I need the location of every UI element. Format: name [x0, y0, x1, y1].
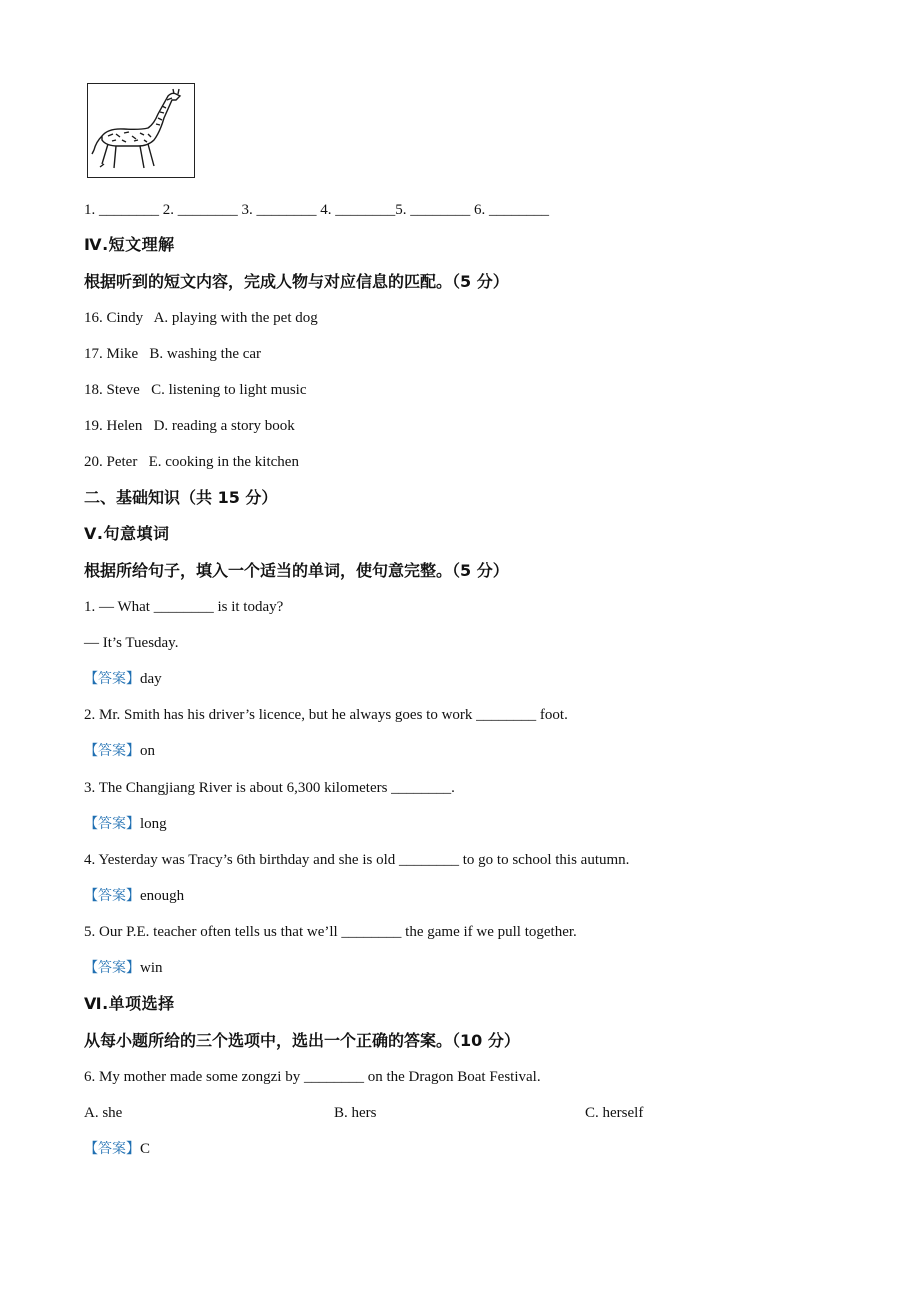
- matching-item: 17. Mike B. washing the car: [84, 346, 262, 362]
- question-6: 6. My mother made some zongzi by ________ on the Dragon Boat Festival.: [84, 1069, 541, 1085]
- section-6-title: Ⅵ.单项选择: [84, 994, 175, 1013]
- matching-item: 18. Steve C. listening to light music: [84, 382, 307, 398]
- giraffe-icon: [88, 84, 193, 176]
- matching-item: 16. Cindy A. playing with the pet dog: [84, 310, 318, 326]
- answer-1: [84, 669, 162, 689]
- section-4-instruction: 根据听到的短文内容，完成人物与对应信息的匹配。（5 分）: [84, 272, 509, 291]
- question-4: 4. Yesterday was Tracy’s 6th birthday and she is old ________ to go to school this autumn.: [84, 852, 630, 868]
- section-4-title: Ⅳ.短文理解: [84, 235, 175, 254]
- answer-tag: 【答案】: [84, 816, 140, 832]
- answer-4: [84, 886, 184, 906]
- answer-value: enough: [140, 888, 185, 904]
- answer-value: on: [140, 743, 155, 759]
- answer-tag: 【答案】: [84, 960, 140, 976]
- answer-tag: 【答案】: [84, 888, 140, 904]
- giraffe-picture: [87, 83, 195, 178]
- option-a: A. she: [84, 1105, 123, 1121]
- answer-tag: 【答案】: [84, 671, 140, 687]
- section-5-title: Ⅴ.句意填词: [84, 524, 170, 543]
- section-5-instruction: 根据所给句子，填入一个适当的单词，使句意完整。（5 分）: [84, 561, 509, 580]
- answer-5: [84, 958, 163, 978]
- answer-6: [84, 1139, 150, 1159]
- matching-item: 20. Peter E. cooking in the kitchen: [84, 454, 299, 470]
- answer-3: [84, 814, 167, 834]
- answer-value: day: [140, 671, 162, 687]
- answer-value: long: [140, 816, 167, 832]
- question-1: 1. — What ________ is it today?: [84, 599, 284, 615]
- option-c: C. herself: [585, 1105, 644, 1121]
- answer-tag: 【答案】: [84, 743, 140, 759]
- answer-tag: 【答案】: [84, 1141, 140, 1157]
- question-2: 2. Mr. Smith has his driver’s licence, but he always goes to work ________ foot.: [84, 707, 568, 723]
- option-b: B. hers: [334, 1105, 377, 1121]
- question-1-response: — It’s Tuesday.: [84, 635, 179, 651]
- part-2-title: 二、基础知识（共 15 分）: [84, 488, 278, 507]
- question-3: 3. The Changjiang River is about 6,300 kilometers ________.: [84, 780, 455, 796]
- answer-value: C: [140, 1141, 151, 1157]
- answer-value: win: [140, 960, 163, 976]
- matching-item: 19. Helen D. reading a story book: [84, 418, 295, 434]
- section-6-instruction: 从每小题所给的三个选项中，选出一个正确的答案。（10 分）: [84, 1031, 520, 1050]
- answer-2: [84, 741, 155, 761]
- question-5: 5. Our P.E. teacher often tells us that we’ll ________ the game if we pull together.: [84, 924, 577, 940]
- blanks-row: 1. ________ 2. ________ 3. ________ 4. ________5. ________ 6. ________: [84, 202, 549, 218]
